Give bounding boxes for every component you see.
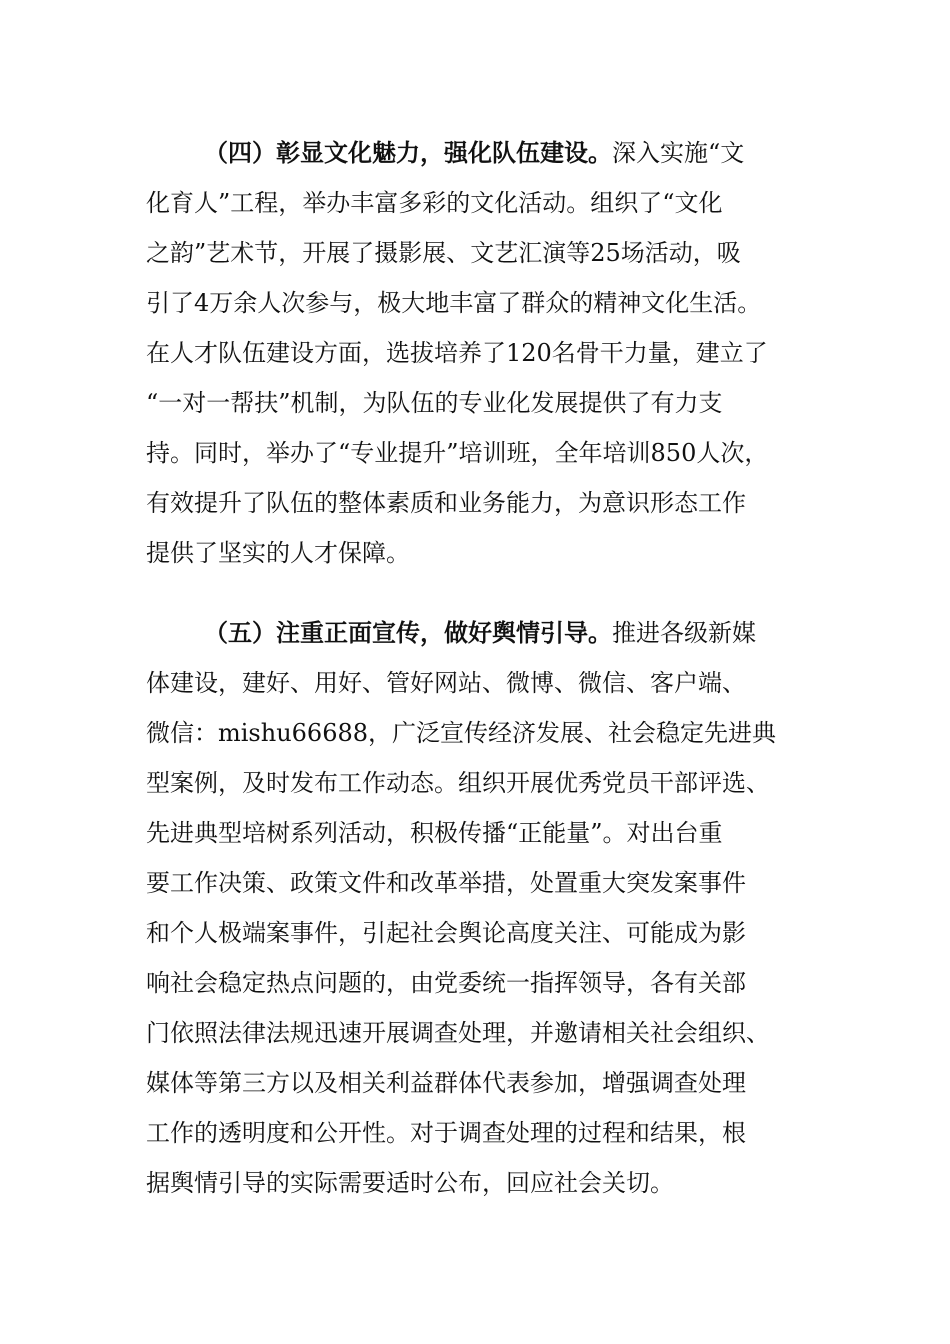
paragraph-line: 工作的透明度和公开性。对于调查处理的过程和结果，根	[146, 1119, 746, 1147]
paragraph-line: 化育人”工程，举办丰富多彩的文化活动。组织了“文化	[146, 189, 723, 217]
paragraph-line: 和个人极端案事件，引起社会舆论高度关注、可能成为影	[146, 919, 746, 947]
paragraph-line: “一对一帮扶”机制，为队伍的专业化发展提供了有力支	[146, 389, 723, 417]
paragraph-line: 据舆情引导的实际需要适时公布，回应社会关切。	[146, 1169, 674, 1197]
section-five-paragraph	[146, 608, 836, 1208]
paragraph-line: 之韵”艺术节，开展了摄影展、文艺汇演等25场活动，吸	[146, 239, 741, 267]
paragraph-text: 深入实施“文	[612, 139, 745, 167]
paragraph-line: 微信：mishu66688，广泛宣传经济发展、社会稳定先进典	[146, 719, 777, 747]
paragraph-line	[146, 608, 836, 658]
paragraph-line: 先进典型培树系列活动，积极传播“正能量”。对出台重	[146, 819, 723, 847]
section-four-paragraph	[146, 128, 836, 578]
section-heading: （四）彰显文化魅力，强化队伍建设。	[204, 138, 612, 167]
paragraph-line: 提供了坚实的人才保障。	[146, 539, 410, 567]
paragraph-line: 响社会稳定热点问题的，由党委统一指挥领导，各有关部	[146, 969, 746, 997]
paragraph-line	[146, 128, 836, 178]
paragraph-line: 门依照法律法规迅速开展调查处理，并邀请相关社会组织、	[146, 1019, 770, 1047]
paragraph-line: 型案例，及时发布工作动态。组织开展优秀党员干部评选、	[146, 769, 770, 797]
paragraph-line: 要工作决策、政策文件和改革举措，处置重大突发案事件	[146, 869, 746, 897]
paragraph-line: 媒体等第三方以及相关利益群体代表参加，增强调查处理	[146, 1069, 746, 1097]
paragraph-line: 体建设，建好、用好、管好网站、微博、微信、客户端、	[146, 669, 746, 697]
paragraph-text: 推进各级新媒	[612, 619, 756, 647]
paragraph-line: 有效提升了队伍的整体素质和业务能力，为意识形态工作	[146, 489, 746, 517]
paragraph-line: 持。同时，举办了“专业提升”培训班，全年培训850人次，	[146, 439, 769, 467]
paragraph-line: 在人才队伍建设方面，选拔培养了120名骨干力量，建立了	[146, 339, 768, 367]
paragraph-line: 引了4万余人次参与，极大地丰富了群众的精神文化生活。	[146, 289, 762, 317]
section-heading: （五）注重正面宣传，做好舆情引导。	[204, 618, 612, 647]
